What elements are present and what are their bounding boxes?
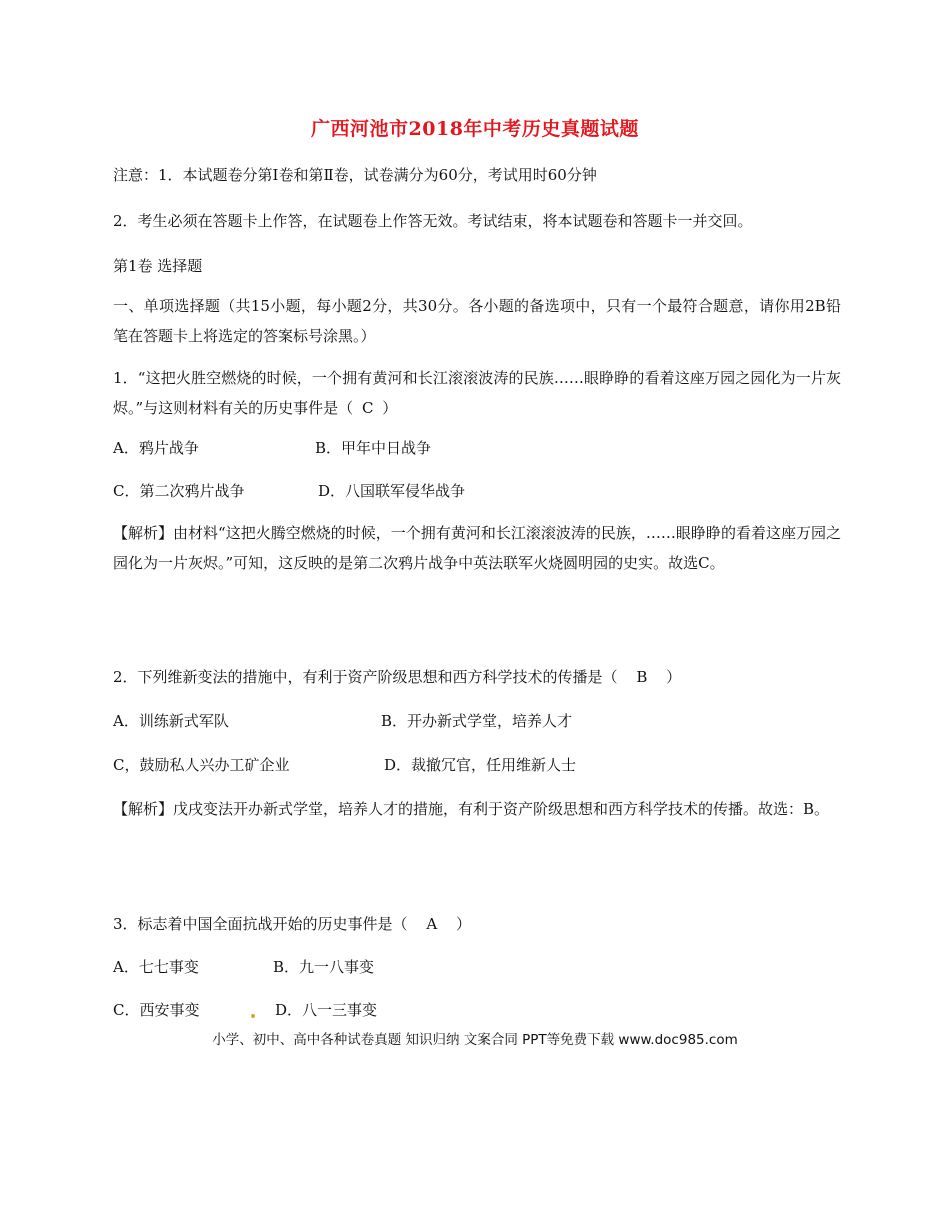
page-footer: 小学、初中、高中各种试卷真题 知识归纳 文案合同 PPT等免费下载 www.doc985.com bbox=[212, 1032, 738, 1048]
section-heading: 第1卷 选择题 bbox=[113, 257, 203, 275]
question-1-analysis: 【解析】由材料“这把火腾空燃烧的时候，一个拥有黄河和长江滚滚波涛的民族，……眼睁睁的看着这座万园之园化为一片灰烬。”可知，这反映的是第二次鸦片战争中英法联军火烧圆明园的史实。故选C。 bbox=[113, 524, 841, 572]
question-3-stem bbox=[113, 909, 471, 939]
question-3-option-d: D．八一三事变 bbox=[275, 1001, 378, 1019]
question-3-option-b: B．九一八事变 bbox=[273, 958, 375, 976]
question-1-option-d: D．八国联军侵华战争 bbox=[318, 482, 466, 500]
question-1-option-c: C．第二次鸦片战争 bbox=[113, 482, 245, 500]
question-2-answer: B bbox=[636, 668, 648, 686]
decorative-dot bbox=[251, 1014, 255, 1018]
question-1-stem bbox=[113, 363, 841, 423]
question-3-stem-text: 3．标志着中国全面抗战开始的历史事件是（ bbox=[113, 915, 408, 933]
section-instruction: 一、单项选择题（共15小题，每小题2分，共30分。各小题的备选项中，只有一个最符合题意，请你用2B铅笔在答题卡上将选定的答案标号涂黑。） bbox=[113, 297, 841, 345]
question-3-answer: A bbox=[426, 915, 438, 933]
note-2: 2．考生必须在答题卡上作答，在试题卷上作答无效。考试结束，将本试题卷和答题卡一并交回。 bbox=[113, 212, 753, 230]
question-2-stem bbox=[113, 662, 681, 692]
question-2-option-c: C，鼓励私人兴办工矿企业 bbox=[113, 756, 290, 774]
question-2-close: ） bbox=[666, 668, 682, 686]
question-1-stem-text: 1．“这把火胜空燃烧的时候，一个拥有黄河和长江滚滚波涛的民族……眼睁睁的看着这座万园之园化为一片灰烬。”与这则材料有关的历史事件是（ bbox=[113, 369, 841, 417]
question-1-close: ） bbox=[382, 399, 398, 417]
question-2-option-d: D．裁撤冗官，任用维新人士 bbox=[384, 756, 577, 774]
question-1-option-b: B．甲年中日战争 bbox=[315, 439, 432, 457]
note-1: 注意：1．本试题卷分第Ⅰ卷和第Ⅱ卷，试卷满分为60分，考试用时60分钟 bbox=[113, 166, 597, 184]
question-2-option-a: A．训练新式军队 bbox=[113, 712, 229, 730]
question-1-option-a: A．鸦片战争 bbox=[113, 439, 199, 457]
question-2-stem-text: 2．下列维新变法的措施中，有利于资产阶级思想和西方科学技术的传播是（ bbox=[113, 668, 618, 686]
question-2-option-b: B．开办新式学堂，培养人才 bbox=[381, 712, 573, 730]
question-3-close: ） bbox=[455, 915, 471, 933]
question-1-answer: C bbox=[361, 399, 374, 417]
page-title: 广西河池市2018年中考历史真题试题 bbox=[311, 118, 639, 140]
question-3-option-a: A．七七事变 bbox=[113, 958, 199, 976]
question-2-analysis: 【解析】戊戌变法开办新式学堂，培养人才的措施，有利于资产阶级思想和西方科学技术的传播。故选：B。 bbox=[113, 800, 830, 818]
question-3-option-c: C．西安事变 bbox=[113, 1001, 200, 1019]
